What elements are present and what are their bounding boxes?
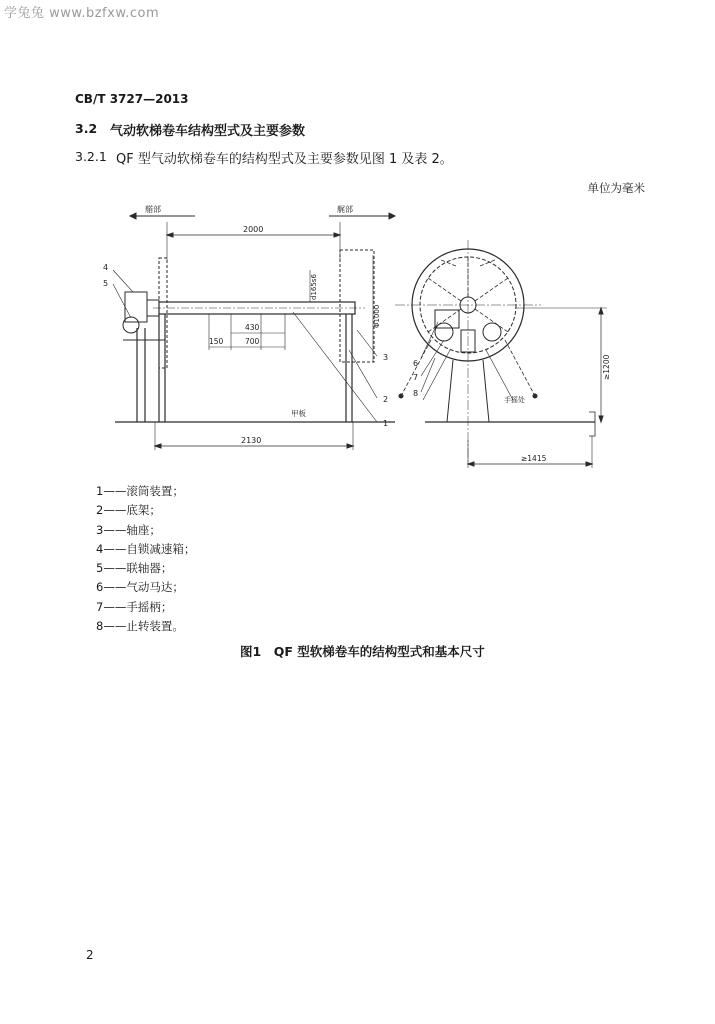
callout-1: 1 <box>383 419 389 428</box>
page-number: 2 <box>86 948 94 962</box>
stern-arrow-head <box>389 213 395 219</box>
handle <box>589 412 595 436</box>
dim-2130: 2130 <box>241 436 262 445</box>
callout-2: 2 <box>383 395 389 404</box>
dim-2000: 2000 <box>243 225 264 234</box>
port-label: 艏部 <box>145 205 161 214</box>
section-number: 3.2 <box>75 121 98 136</box>
end-view <box>395 240 611 468</box>
callout-7: 7 <box>413 373 419 382</box>
legend-item: 8——止转装置。 <box>96 619 184 634</box>
leader-7 <box>421 340 444 376</box>
roller-right <box>483 323 501 341</box>
subsection-text: QF 型气动软梯卷车的结构型式及主要参数见图 1 及表 2。 <box>116 152 453 167</box>
callout-8: 8 <box>413 389 419 398</box>
legend-item: 3——轴座； <box>96 522 161 537</box>
subsection-number: 3.2.1 <box>75 149 107 164</box>
standard-code: CB/T 3727—2013 <box>75 92 189 106</box>
watermark: 学兔兔 www.bzfxw.com <box>4 6 160 21</box>
technical-drawing <box>95 200 655 472</box>
callout-3: 3 <box>383 353 389 362</box>
roller-left <box>435 323 453 341</box>
dim-drum: Φ1000 <box>373 304 381 328</box>
unit-note: 单位为毫米 <box>587 181 645 195</box>
section-title: 气动软梯卷车结构型式及主要参数 <box>110 124 306 139</box>
legend-item: 1——滚筒装置； <box>96 484 184 498</box>
foot-left <box>399 394 403 398</box>
legend <box>96 482 195 636</box>
leader-8 <box>421 358 435 392</box>
foot-right <box>533 394 537 398</box>
callout-4: 4 <box>103 263 109 272</box>
handle-note: 手摇处 <box>504 396 525 404</box>
legend-item: 4——自锁减速箱； <box>96 541 196 556</box>
port-arrow-head <box>130 213 136 219</box>
deck-label: 甲板 <box>291 409 306 418</box>
figure-caption: 图1 QF 型软梯卷车的结构型式和基本尺寸 <box>240 644 485 659</box>
dim-height: ≥1200 <box>602 354 611 380</box>
legend-item: 2——底架； <box>96 503 161 518</box>
dim-width: ≥1415 <box>521 454 547 463</box>
legend-item: 5——联轴器； <box>96 561 173 576</box>
callout-5: 5 <box>103 279 109 288</box>
callout-6: 6 <box>413 359 419 368</box>
dim-shaft: d165s6 <box>310 274 318 300</box>
leader-4 <box>113 270 133 292</box>
dim-150: 150 <box>209 337 224 346</box>
stern-label: 艉部 <box>337 205 353 214</box>
drawing-svg <box>95 200 655 472</box>
legend-item: 7——手摇柄； <box>96 599 173 614</box>
leader-1 <box>293 312 377 422</box>
side-view <box>103 204 395 450</box>
dim-700: 700 <box>245 337 260 346</box>
drum-plate-left <box>159 258 167 368</box>
dim-430: 430 <box>245 323 260 332</box>
legend-item: 6——气动马达； <box>96 580 184 595</box>
leader-5 <box>113 284 131 318</box>
